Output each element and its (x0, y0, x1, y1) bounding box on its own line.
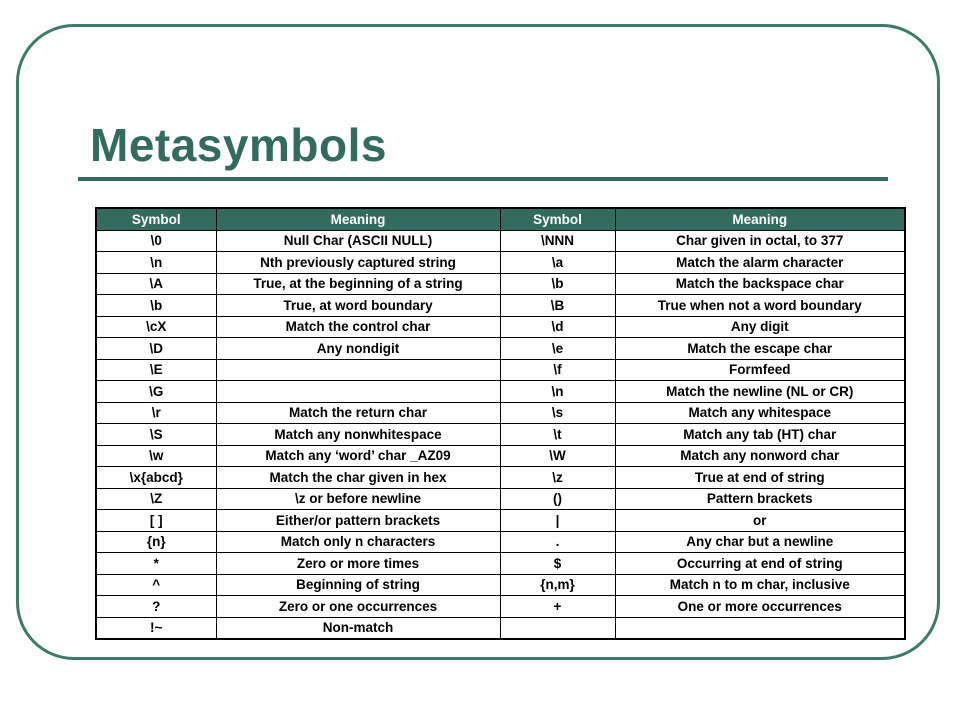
meaning-cell: Zero or one occurrences (216, 596, 500, 618)
symbol-cell: \D (96, 338, 216, 360)
meaning-cell: Match any tab (HT) char (615, 424, 905, 446)
symbol-cell: + (500, 596, 615, 618)
meaning-cell: Match the backspace char (615, 273, 905, 295)
symbol-cell: \cX (96, 316, 216, 338)
symbol-cell: \r (96, 402, 216, 424)
table-row (96, 402, 905, 424)
symbol-cell: \0 (96, 230, 216, 252)
symbol-cell: $ (500, 553, 615, 575)
symbol-cell: \b (500, 273, 615, 295)
meaning-cell: Any char but a newline (615, 531, 905, 553)
symbol-cell: \f (500, 359, 615, 381)
meaning-cell (216, 359, 500, 381)
meaning-cell: Match the alarm character (615, 252, 905, 274)
table-row (96, 553, 905, 575)
symbol-cell: \NNN (500, 230, 615, 252)
header-meaning-2: Meaning (615, 208, 905, 230)
table-row (96, 596, 905, 618)
symbol-cell: [ ] (96, 510, 216, 532)
symbol-cell: \d (500, 316, 615, 338)
symbol-cell: \G (96, 381, 216, 403)
meaning-cell: Either/or pattern brackets (216, 510, 500, 532)
meaning-cell (216, 381, 500, 403)
meaning-cell: Match the return char (216, 402, 500, 424)
symbol-cell: \B (500, 295, 615, 317)
slide-title: Metasymbols (90, 119, 387, 171)
table-row (96, 359, 905, 381)
meaning-cell: Match the newline (NL or CR) (615, 381, 905, 403)
meaning-cell: Any nondigit (216, 338, 500, 360)
meaning-cell: Occurring at end of string (615, 553, 905, 575)
meaning-cell: Null Char (ASCII NULL) (216, 230, 500, 252)
meaning-cell: One or more occurrences (615, 596, 905, 618)
symbol-cell: ? (96, 596, 216, 618)
symbol-cell (500, 617, 615, 639)
symbol-cell: \w (96, 445, 216, 467)
table-header (96, 208, 905, 230)
symbol-cell: {n,m} (500, 574, 615, 596)
header-symbol-1: Symbol (96, 208, 216, 230)
table-row (96, 488, 905, 510)
title-underline (78, 177, 888, 181)
table-row (96, 510, 905, 532)
meaning-cell: Match the control char (216, 316, 500, 338)
meaning-cell: Non-match (216, 617, 500, 639)
symbol-cell: \A (96, 273, 216, 295)
symbol-cell: \a (500, 252, 615, 274)
symbol-cell: \Z (96, 488, 216, 510)
symbol-cell: \t (500, 424, 615, 446)
table-body (96, 230, 905, 639)
meaning-cell: Match any ‘word’ char _AZ09 (216, 445, 500, 467)
table-row (96, 295, 905, 317)
meaning-cell: True when not a word boundary (615, 295, 905, 317)
table-row (96, 445, 905, 467)
header-meaning-1: Meaning (216, 208, 500, 230)
meaning-cell: Formfeed (615, 359, 905, 381)
meaning-cell: \z or before newline (216, 488, 500, 510)
table-row (96, 316, 905, 338)
symbol-cell: \b (96, 295, 216, 317)
table-row (96, 574, 905, 596)
table-row (96, 531, 905, 553)
meaning-cell: Match any whitespace (615, 402, 905, 424)
meaning-cell: Match only n characters (216, 531, 500, 553)
symbol-cell: \z (500, 467, 615, 489)
symbol-cell: \n (96, 252, 216, 274)
meaning-cell: Match the char given in hex (216, 467, 500, 489)
table-row (96, 467, 905, 489)
meaning-cell: Match the escape char (615, 338, 905, 360)
table-row (96, 338, 905, 360)
meaning-cell (615, 617, 905, 639)
table-row (96, 617, 905, 639)
meaning-cell: Pattern brackets (615, 488, 905, 510)
meaning-cell: Nth previously captured string (216, 252, 500, 274)
meaning-cell: or (615, 510, 905, 532)
meaning-cell: Char given in octal, to 377 (615, 230, 905, 252)
symbol-cell: \n (500, 381, 615, 403)
symbol-cell: !~ (96, 617, 216, 639)
symbol-cell: * (96, 553, 216, 575)
table-row (96, 273, 905, 295)
symbol-cell: {n} (96, 531, 216, 553)
meaning-cell: True at end of string (615, 467, 905, 489)
symbol-cell: ^ (96, 574, 216, 596)
symbol-cell: \W (500, 445, 615, 467)
meaning-cell: True, at the beginning of a string (216, 273, 500, 295)
meaning-cell: Zero or more times (216, 553, 500, 575)
symbol-cell: \E (96, 359, 216, 381)
table-row (96, 252, 905, 274)
header-symbol-2: Symbol (500, 208, 615, 230)
symbol-cell: () (500, 488, 615, 510)
symbol-cell: \S (96, 424, 216, 446)
symbol-cell: | (500, 510, 615, 532)
metasymbols-table (95, 207, 906, 640)
meaning-cell: Beginning of string (216, 574, 500, 596)
symbol-cell: \s (500, 402, 615, 424)
symbol-cell: \e (500, 338, 615, 360)
table-header-row (96, 208, 905, 230)
symbol-cell: . (500, 531, 615, 553)
meaning-cell: Match any nonword char (615, 445, 905, 467)
table-row (96, 424, 905, 446)
table-row (96, 230, 905, 252)
meaning-cell: Any digit (615, 316, 905, 338)
symbol-cell: \x{abcd} (96, 467, 216, 489)
table-row (96, 381, 905, 403)
meaning-cell: Match any nonwhitespace (216, 424, 500, 446)
meaning-cell: True, at word boundary (216, 295, 500, 317)
meaning-cell: Match n to m char, inclusive (615, 574, 905, 596)
